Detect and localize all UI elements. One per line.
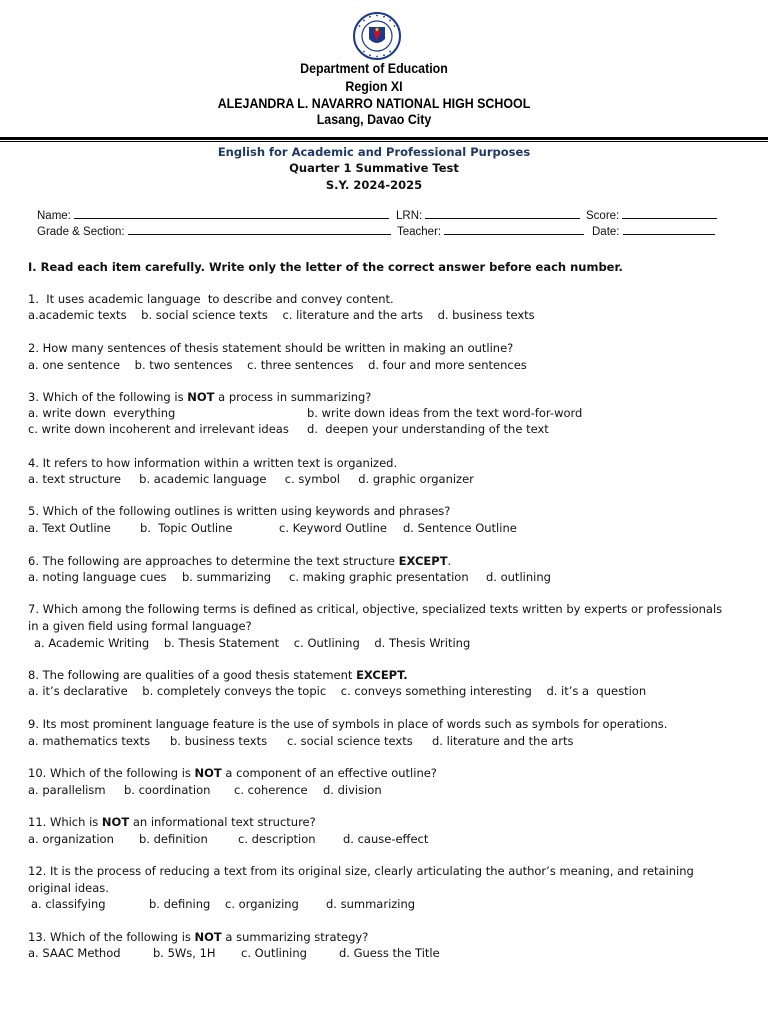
question-stem: 8. The following are qualities of a good thesis statement EXCEPT. — [28, 668, 408, 682]
question-stem: 13. Which of the following is NOT a summarizing strategy? — [28, 930, 369, 944]
question-option: d. Guess the Title — [339, 946, 440, 960]
question-stem: 2. How many sentences of thesis statement should be written in making an outline? — [28, 341, 514, 355]
question-option: a. noting language cues — [28, 570, 167, 584]
header-divider — [0, 137, 768, 140]
question-option: b. summarizing — [182, 570, 272, 584]
question-option: c. organizing — [225, 897, 299, 911]
question-option: b. coordination — [124, 783, 211, 797]
header-department: Department of Education — [300, 61, 448, 76]
question-option: d. summarizing — [326, 897, 416, 911]
score-label: Score: — [586, 210, 620, 222]
question-option: c. description — [238, 832, 316, 846]
question-stem: 5. Which of the following outlines is written using keywords and phrases? — [28, 504, 451, 518]
question-stem: 7. Which among the following terms is defined as critical, objective, specialized texts written by experts or professionals — [28, 602, 723, 616]
teacher-field[interactable] — [397, 223, 584, 240]
date-label: Date: — [592, 226, 620, 238]
question-option: b. Topic Outline — [140, 521, 233, 535]
question-option: d. division — [323, 783, 382, 797]
question-option: d. Sentence Outline — [403, 521, 517, 535]
emphasis: EXCEPT. — [356, 668, 408, 682]
question-option: c. write down incoherent and irrelevant ideas — [28, 422, 289, 436]
question-stem: original ideas. — [28, 881, 109, 895]
emphasis: NOT — [187, 390, 215, 404]
teacher-label: Teacher: — [397, 226, 442, 238]
header-region: Region XI — [345, 79, 403, 94]
question-option: a. SAAC Method — [28, 946, 121, 960]
question-options: a. it’s declarative b. completely conveys the topic c. conveys something interesting d. it’s a question — [28, 684, 647, 698]
instruction: I. Read each item carefully. Write only the letter of the correct answer before each number. — [28, 260, 623, 274]
question-option: a. classifying — [31, 897, 106, 911]
question-options: a. text structure b. academic language c. symbol d. graphic organizer — [28, 472, 474, 486]
emphasis: NOT — [101, 815, 130, 829]
question-stem: 11. Which is NOT an informational text structure? — [28, 815, 316, 829]
grade-section-field[interactable] — [37, 223, 391, 240]
question-stem: in a given field using formal language? — [28, 619, 252, 633]
question-option: a. parallelism — [28, 783, 106, 797]
name-field[interactable] — [37, 207, 389, 224]
question-option: b. definition — [139, 832, 208, 846]
question-option: a. organization — [28, 832, 114, 846]
grade-section-label: Grade & Section: — [37, 226, 125, 238]
emphasis: NOT — [194, 766, 222, 780]
question-stem: 9. Its most prominent language feature is the use of symbols in place of words such as symbols for operations. — [28, 717, 668, 731]
deped-seal-icon — [351, 11, 403, 61]
question-option: c. Outlining — [241, 946, 307, 960]
emphasis: NOT — [194, 930, 222, 944]
header-school: ALEJANDRA L. NAVARRO NATIONAL HIGH SCHOOL — [217, 96, 531, 111]
question-option: a. write down everything — [28, 406, 176, 420]
question-option: a. mathematics texts — [28, 734, 151, 748]
question-option: b. write down ideas from the text word-for-word — [307, 406, 583, 420]
question-option: d. outlining — [486, 570, 551, 584]
question-options: a.academic texts b. social science texts c. literature and the arts d. business texts — [28, 308, 535, 322]
question-option: c. coherence — [234, 783, 308, 797]
question-option: b. 5Ws, 1H — [153, 946, 216, 960]
test-title: Quarter 1 Summative Test — [289, 161, 459, 175]
score-field[interactable] — [586, 207, 717, 224]
question-stem: 10. Which of the following is NOT a component of an effective outline? — [28, 766, 437, 780]
question-stem: 3. Which of the following is NOT a process in summarizing? — [28, 390, 372, 404]
question-stem: 4. It refers to how information within a written text is organized. — [28, 456, 398, 470]
question-option: a. Text Outline — [28, 521, 111, 535]
question-options: a. Academic Writing b. Thesis Statement c. Outlining d. Thesis Writing — [34, 636, 471, 650]
question-option: b. business texts — [170, 734, 268, 748]
school-year: S.Y. 2024-2025 — [325, 178, 423, 192]
name-label: Name: — [37, 210, 71, 222]
emphasis: EXCEPT — [398, 554, 448, 568]
question-option: c. social science texts — [287, 734, 413, 748]
question-stem: 12. It is the process of reducing a text from its original size, clearly articulating the author’s meaning, and retaining — [28, 864, 694, 878]
question-option: d. cause-effect — [343, 832, 429, 846]
question-option: d. literature and the arts — [432, 734, 574, 748]
lrn-label: LRN: — [396, 210, 423, 222]
question-stem: 6. The following are approaches to determine the text structure EXCEPT. — [28, 554, 452, 568]
question-option: c. making graphic presentation — [289, 570, 469, 584]
question-option: c. Keyword Outline — [279, 521, 388, 535]
lrn-field[interactable] — [396, 207, 580, 224]
subject-title: English for Academic and Professional Purposes — [217, 145, 531, 159]
question-option: d. deepen your understanding of the text — [307, 422, 549, 436]
header-address: Lasang, Davao City — [316, 112, 432, 127]
date-field[interactable] — [592, 223, 715, 240]
question-option: b. defining — [149, 897, 211, 911]
question-options: a. one sentence b. two sentences c. three sentences d. four and more sentences — [28, 358, 527, 372]
question-stem: 1. It uses academic language to describe and convey content. — [28, 292, 394, 306]
header-divider-thin — [0, 141, 768, 142]
